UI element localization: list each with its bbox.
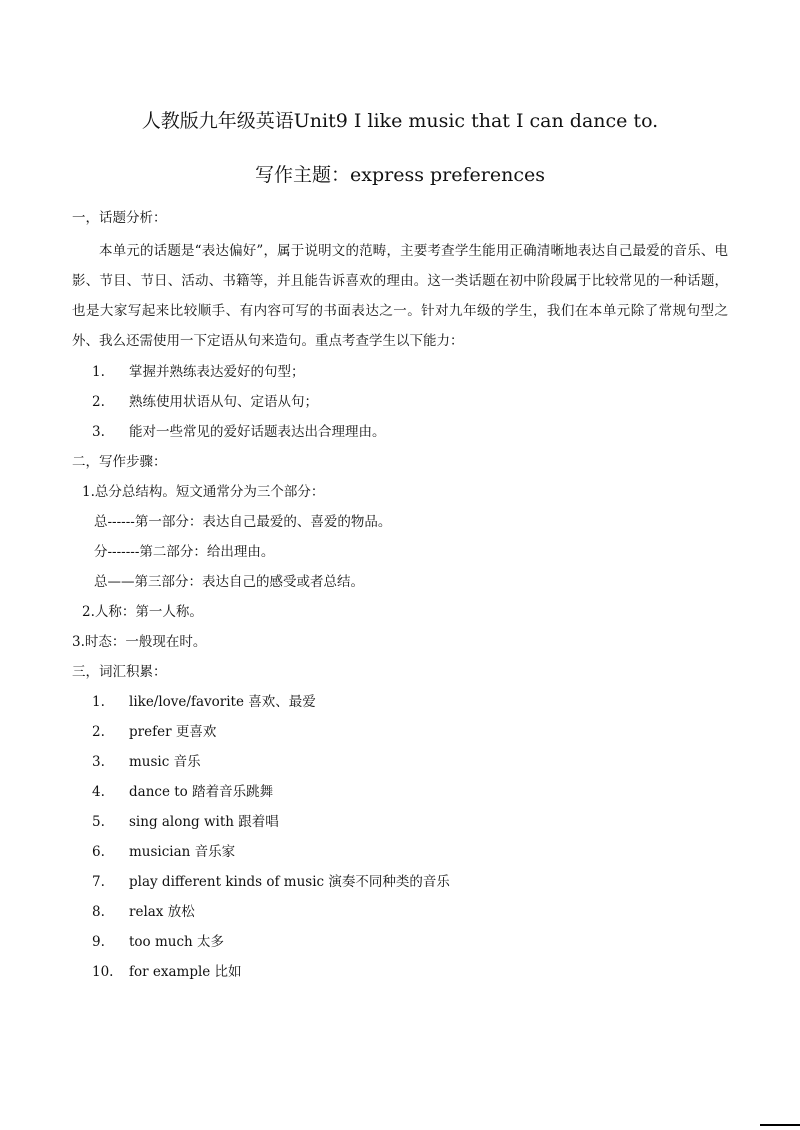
list-item-number: 2. bbox=[92, 394, 105, 410]
structure-part: 总------第一部分：表达自己最爱的、喜爱的物品。 bbox=[94, 514, 392, 530]
list-item-text: 能对一些常见的爱好话题表达出合理理由。 bbox=[129, 424, 386, 440]
vocabulary-item-text: musician 音乐家 bbox=[129, 844, 236, 860]
list-item-number: 1. bbox=[92, 364, 105, 380]
vocabulary-item-text: play different kinds of music 演奏不同种类的音乐 bbox=[129, 874, 450, 890]
vocabulary-item-text: for example 比如 bbox=[129, 964, 242, 980]
vocabulary-item-number: 5. bbox=[92, 814, 105, 830]
writing-step-tense: 3.时态：一般现在时。 bbox=[72, 634, 207, 650]
vocabulary-item-text: prefer 更喜欢 bbox=[129, 724, 217, 740]
vocabulary-item-text: sing along with 跟着唱 bbox=[129, 814, 279, 830]
page-corner-rule bbox=[760, 1124, 800, 1126]
vocabulary-item-number: 1. bbox=[92, 694, 105, 710]
vocabulary-item-number: 10. bbox=[92, 964, 114, 980]
vocabulary-item-text: too much 太多 bbox=[129, 934, 225, 950]
vocabulary-item-number: 3. bbox=[92, 754, 105, 770]
section-heading-writing-steps: 二，写作步骤： bbox=[72, 454, 167, 470]
vocabulary-item-text: dance to 踏着音乐跳舞 bbox=[129, 784, 274, 800]
vocabulary-item-text: music 音乐 bbox=[129, 754, 201, 770]
vocabulary-item-number: 9. bbox=[92, 934, 105, 950]
vocabulary-item-number: 7. bbox=[92, 874, 105, 890]
writing-step-structure: 1.总分总结构。短文通常分为三个部分： bbox=[82, 484, 325, 500]
structure-part: 分-------第二部分：给出理由。 bbox=[94, 544, 275, 560]
topic-analysis-paragraph: 本单元的话题是“表达偏好”，属于说明文的范畴，主要考查学生能用正确清晰地表达自己最爱的音乐、电影、节目、节日、活动、书籍等，并且能告诉喜欢的理由。这一类话题在初中阶段属于比较常见的一种话题，也是大家写起来比较顺手、有内容可写的书面表达之一。针对九年级的学生，我们在本单元除了常规句型之外、我么还需使用一下定语从句来造句。重点考查学生以下能力： bbox=[72, 243, 728, 349]
vocabulary-item-number: 6. bbox=[92, 844, 105, 860]
vocabulary-item-number: 2. bbox=[92, 724, 105, 740]
section-heading-topic-analysis: 一，话题分析： bbox=[72, 210, 167, 226]
section-heading-vocabulary: 三，词汇积累： bbox=[72, 664, 167, 680]
vocabulary-item-text: relax 放松 bbox=[129, 904, 195, 920]
document-subtitle: 写作主题：express preferences bbox=[255, 164, 545, 186]
document-title: 人教版九年级英语Unit9 I like music that I can dance to. bbox=[141, 110, 659, 132]
vocabulary-item-text: like/love/favorite 喜欢、最爱 bbox=[129, 694, 316, 710]
list-item-number: 3. bbox=[92, 424, 105, 440]
list-item-text: 掌握并熟练表达爱好的句型； bbox=[129, 364, 305, 380]
vocabulary-item-number: 8. bbox=[92, 904, 105, 920]
structure-part: 总——第三部分：表达自己的感受或者总结。 bbox=[94, 574, 364, 590]
vocabulary-item-number: 4. bbox=[92, 784, 105, 800]
writing-step-person: 2.人称：第一人称。 bbox=[82, 604, 203, 620]
list-item-text: 熟练使用状语从句、定语从句； bbox=[129, 394, 318, 410]
